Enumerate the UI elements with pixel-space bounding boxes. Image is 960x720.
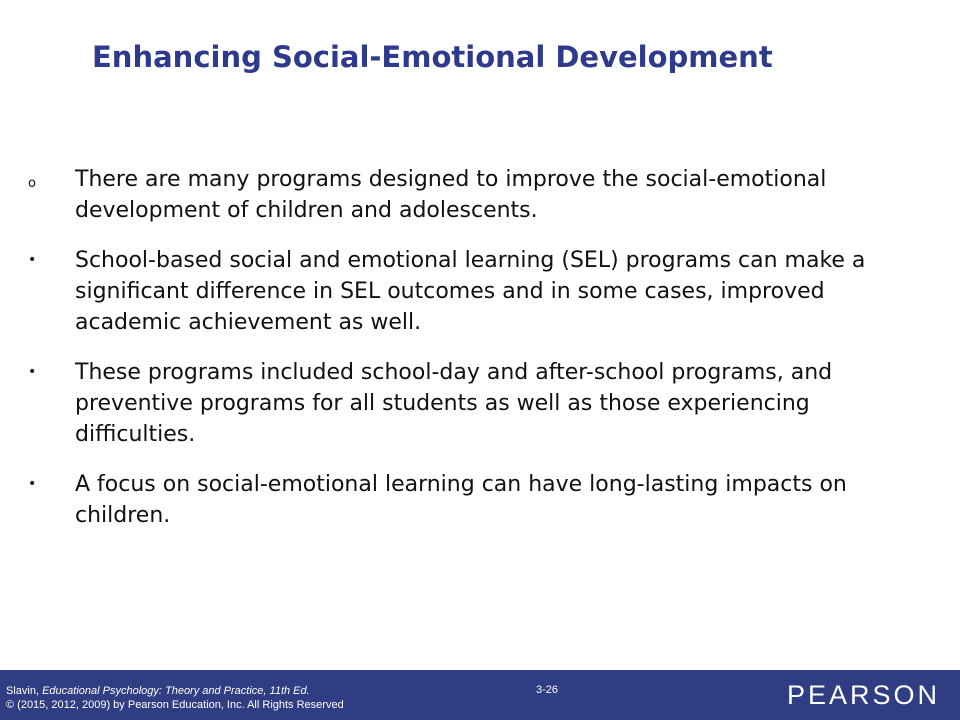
bullet-text: There are many programs designed to improve the social-emotional development of children and adolescents.: [75, 167, 827, 223]
footer-citation: [6, 684, 344, 712]
bullet-dot-icon: •: [28, 252, 37, 268]
bullet-item: [28, 245, 908, 338]
page-number: 3-26: [536, 684, 559, 696]
citation-line: [6, 684, 344, 698]
pearson-logo: PEARSON: [786, 680, 940, 710]
bullet-text: These programs included school-day and after-school programs, and preventive programs for all students as well as those experiencing difficulties.: [75, 360, 833, 447]
bullet-item: [28, 164, 908, 226]
bullet-dot-icon: •: [28, 476, 37, 492]
copyright-line: © (2015, 2012, 2009) by Pearson Education, Inc. All Rights Reserved: [6, 699, 344, 711]
slide-title: Enhancing Social-Emotional Development: [92, 40, 773, 74]
bullet-dot-icon: •: [28, 364, 37, 380]
bullet-item: [28, 469, 908, 531]
open-circle-bullet-icon: o: [28, 176, 36, 191]
bullet-list: [28, 164, 908, 550]
footer-bar: [0, 670, 960, 720]
citation-author: Slavin,: [6, 685, 43, 697]
citation-book-title: Educational Psychology: Theory and Practice, 11th Ed.: [42, 685, 310, 697]
bullet-text: A focus on social-emotional learning can have long-lasting impacts on children.: [75, 472, 847, 528]
bullet-item: [28, 357, 908, 450]
bullet-text: School-based social and emotional learning (SEL) programs can make a significant difference in SEL outcomes and in some cases, improved academic achievement as well.: [75, 248, 866, 335]
